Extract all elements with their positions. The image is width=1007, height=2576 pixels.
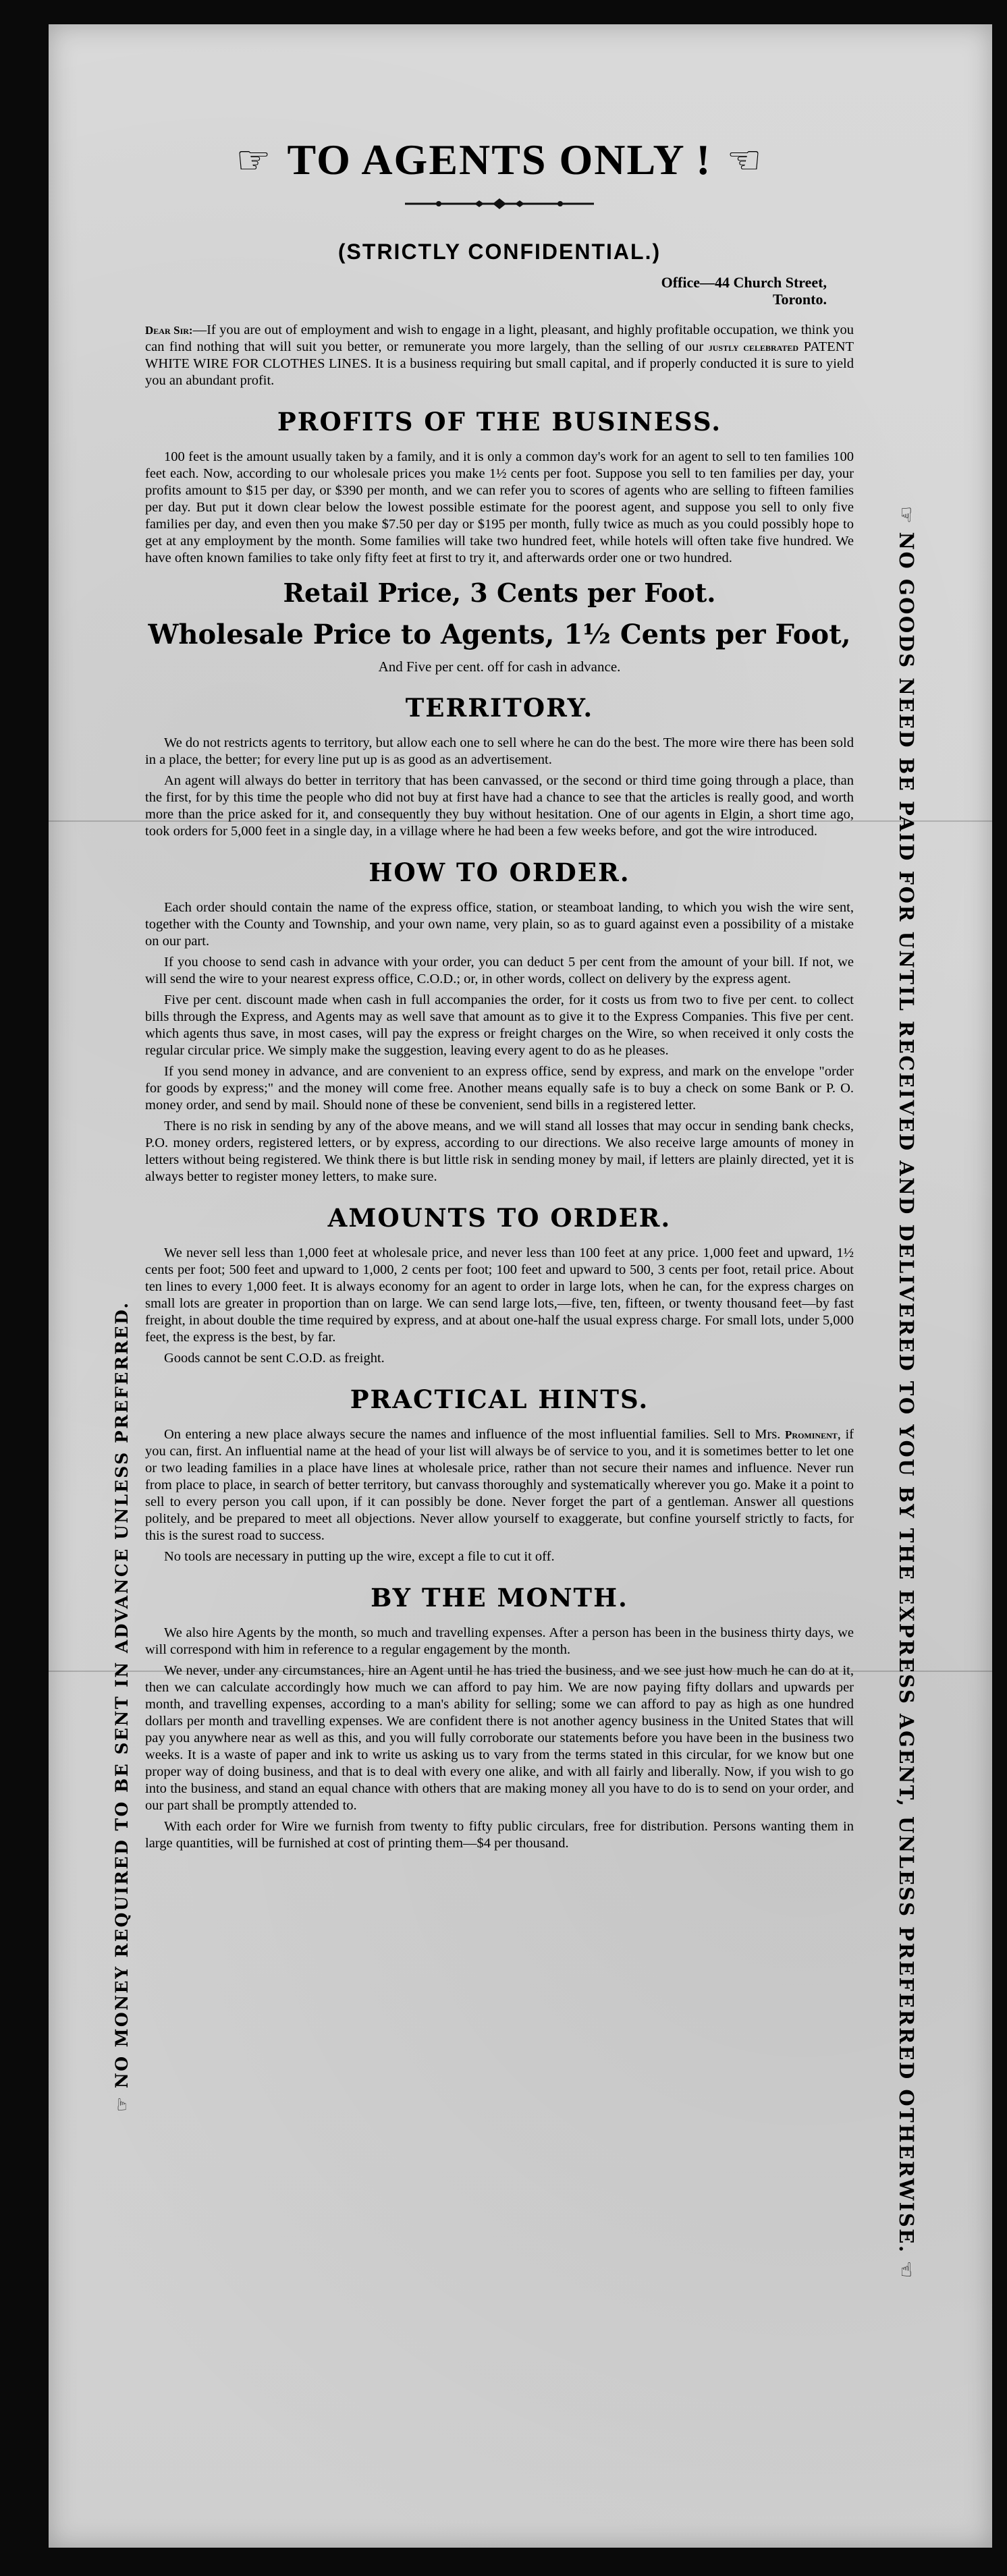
territory-paragraph: An agent will always do better in territory that has been canvassed, or the second or third time going through a place, than the first, for by this time the people who did not buy at first have had a chance to see that the articles is really good, and worth more than the price asked for it, and consequently they buy without hesitation. One of our agents in Elgin, a short time ago, took orders for 5,000 feet in a single day, in a village where he had been a few weeks before, and got the wire introduced. <box>145 773 854 839</box>
page-title <box>145 135 854 185</box>
hints-text: , if you can, first. An influential name at the head of your list will always be of service to you, and it is sometimes better to let one or two leading families in a place have lines at wholesale price, rather than not secure their names and influence. Never run from place to place, in search of better territory, but canvass thoroughly and systematically wherever you go. Make it a point to sell to every person you call upon, if it can possibly be done. Never forget the part of a gentleman. Answer all questions politely, and be prepared to meet all objections. Never allow yourself to exaggerate, but confine yourself strictly to facts, for this is the surest road to success. <box>145 1426 854 1543</box>
order-paragraph: If you send money in advance, and are convenient to an express office, send by express, and mark on the envelope "order for goods by express;" and the money will come free. Another means equally safe is to buy a check on some Bank or P. O. money order, and send by mail. Should none of these be convenient, send bills in a registered letter. <box>145 1063 854 1113</box>
heading-profits: PROFITS OF THE BUSINESS. <box>277 406 722 437</box>
pointing-hand-icon: ☞ <box>895 506 918 526</box>
month-paragraph: We never, under any circumstances, hire an Agent until he has tried the business, and we see just how much he can do at it, then we can calculate accordingly how much we can afford to pay him. We are now paying fifty dollars and upwards per month, and travelling expenses, according to a man's ability for selling; some we can afford to pay as high as one hundred dollars per month and travelling expenses. We are confident there is not another agency business in the United States that will pay you anywhere near as well as this, and you will fully corroborate our statements before you have been in the business two weeks. It is a waste of paper and ink to write us asking us to vary from the terms stated in this circular, for we know but one proper way of doing business, and that is to deal with every one alike, and with all fairly and liberally. Now, if you wish to go into the business, and stand an equal chance with others that are making money all you have to do is to send on your order, and our part shall be promptly attended to. <box>145 1662 854 1813</box>
intro-text: —If you are out of employment and wish to engage in a light, pleasant, and highly profitable occupation, we think you can find nothing that will suit you better, or remunerate you more largely, than the selling of our <box>145 322 854 354</box>
hints-text: On entering a new place always secure the names and influence of the most influential families. Sell to Mrs. <box>164 1426 781 1442</box>
address-line: Toronto. <box>772 291 827 308</box>
order-paragraph: If you choose to send cash in advance with your order, you can deduct 5 per cent from the amount of your bill. If not, we will send the wire to your nearest express office, C.O.D.; or, in other words, collect on delivery by the express agent. <box>145 954 854 986</box>
heading-amounts: AMOUNTS TO ORDER. <box>327 1202 672 1233</box>
right-margin-text: NO GOODS NEED BE PAID FOR UNTIL RECEIVED AND DELIVERED TO YOU BY THE EXPRESS AGENT, UNLESS PREFERRED OTHERWISE. <box>895 532 918 2254</box>
left-margin-notice <box>112 1301 132 2119</box>
heading-how-to-order: HOW TO ORDER. <box>369 857 630 887</box>
intro-paragraph <box>145 322 854 389</box>
intro-smallcaps: justly celebrated <box>708 340 799 354</box>
subtitle: (STRICTLY CONFIDENTIAL.) <box>337 240 661 264</box>
salutation: Dear Sir: <box>145 323 193 337</box>
retail-price: Retail Price, 3 Cents per Foot. <box>283 577 716 608</box>
title-text: TO AGENTS ONLY ! <box>287 136 712 184</box>
order-paragraph: Five per cent. discount made when cash in full accompanies the order, for it costs us from two to five per cent. to collect bills through the Express, and Agents may as well save that amount as to give it to the Express Companies. This five per cent. which agents thus save, in most cases, will pay the express or freight charges on the Wire, so when received it only costs the regular circular price. We simply make the suggestion, leaving every agent to do as he pleases. <box>145 992 854 1058</box>
order-paragraph: Each order should contain the name of the express office, station, or steamboat landing, to which you wish the wire sent, together with the County and Township, and your own name, very plain, so as to guard against even a possibility of a mistake on our part. <box>145 899 854 949</box>
heading-by-the-month: BY THE MONTH. <box>371 1582 628 1613</box>
heading-practical-hints: PRACTICAL HINTS. <box>350 1384 649 1414</box>
profits-paragraph: 100 feet is the amount usually taken by a family, and it is only a common day's work for an agent to sell to ten families 100 feet each. Now, according to our wholesale prices you make 1½ cents per foot. Suppose you sell to ten families per day, your profits amount to $15 per day, or $390 per month, and we can refer you to scores of agents who are selling to fifteen families per day. But put it down clear below the lowest possible estimate for the poorest agent, and suppose you sell to only five families per day, and even then you make $7.50 per day or $195 per month, fully twice as much as you could possibly hope to get at any employment by the month. Some families will take two hundred feet, while hotels will often take five hundred. We have often known families to take only fifty feet at first to try it, and afterwards order one or two hundred. <box>145 449 854 565</box>
month-paragraph: With each order for Wire we furnish from twenty to fifty public circulars, free for distribution. Persons wanting them in large quantities, will be furnished at cost of printing them—$4 per thousand. <box>145 1818 854 1851</box>
pointing-hand-icon: ☞ <box>112 2095 132 2112</box>
amounts-paragraph: We never sell less than 1,000 feet at wholesale price, and never less than 100 feet at any price. 1,000 feet and upward, 1½ cents per foot; 500 feet and upward to 1,000, 2 cents per foot; 100 feet and upward to 500, 3 cents per foot, retail price. About ten lines to every 1,000 feet. It is always economy for an agent to order in large lots, when he can, for the express charges on small lots are greater in proportion than on large. We can send large lots,—five, ten, fifteen, or twenty thousand feet—by fast freight, in about double the time required by express, and at about one-half the usual express charge. For small lots, under 5,000 feet, the express is the best, by far. <box>145 1245 854 1345</box>
left-margin-text: NO MONEY REQUIRED TO BE SENT IN ADVANCE UNLESS PREFERRED. <box>112 1301 132 2089</box>
heading-territory: TERRITORY. <box>405 692 594 723</box>
pointing-hand-icon: ☜ <box>895 2260 918 2280</box>
hints-paragraph: No tools are necessary in putting up the wire, except a file to cut it off. <box>164 1548 555 1564</box>
ornamental-rule <box>145 197 854 214</box>
right-margin-notice <box>895 499 918 2287</box>
month-paragraph: We also hire Agents by the month, so much and travelling expenses. After a person has been in the business thirty days, we will correspond with him in reference to a regular engagement by the month. <box>145 1625 854 1657</box>
intro-text: PATENT WHITE WIRE FOR CLOTHES LINES. It is a business requiring but small capital, and if properly conducted it is sure to yield you an abundant profit. <box>145 339 854 388</box>
territory-paragraph: We do not restricts agents to territory, but allow each one to sell where he can do the best. The more wire there has been sold in a place, the better; for every line put up is as good as an advertisement. <box>145 735 854 767</box>
circular-body <box>145 121 854 1856</box>
cash-discount-note: And Five per cent. off for cash in advance. <box>378 658 621 675</box>
office-address <box>145 274 827 308</box>
address-line: Office—44 Church Street, <box>661 274 827 291</box>
order-paragraph: There is no risk in sending by any of the above means, and we will stand all losses that may occur in sending bank checks, P.O. money orders, registered letters, or by express, according to our directions. We also receive large amounts of money in letters without being registered. We think there is but little risk in sending money by mail, if letters are plainly directed, yet it is always better to register money letters, to make sure. <box>145 1118 854 1184</box>
hints-paragraph <box>145 1426 854 1544</box>
pointing-hand-left-icon: ☜ <box>726 137 763 183</box>
hints-smallcaps: Prominent <box>785 1428 838 1441</box>
pointing-hand-right-icon: ☞ <box>236 137 273 183</box>
amounts-paragraph: Goods cannot be sent C.O.D. as freight. <box>164 1350 385 1366</box>
wholesale-price: Wholesale Price to Agents, 1½ Cents per Foot, <box>148 618 851 650</box>
